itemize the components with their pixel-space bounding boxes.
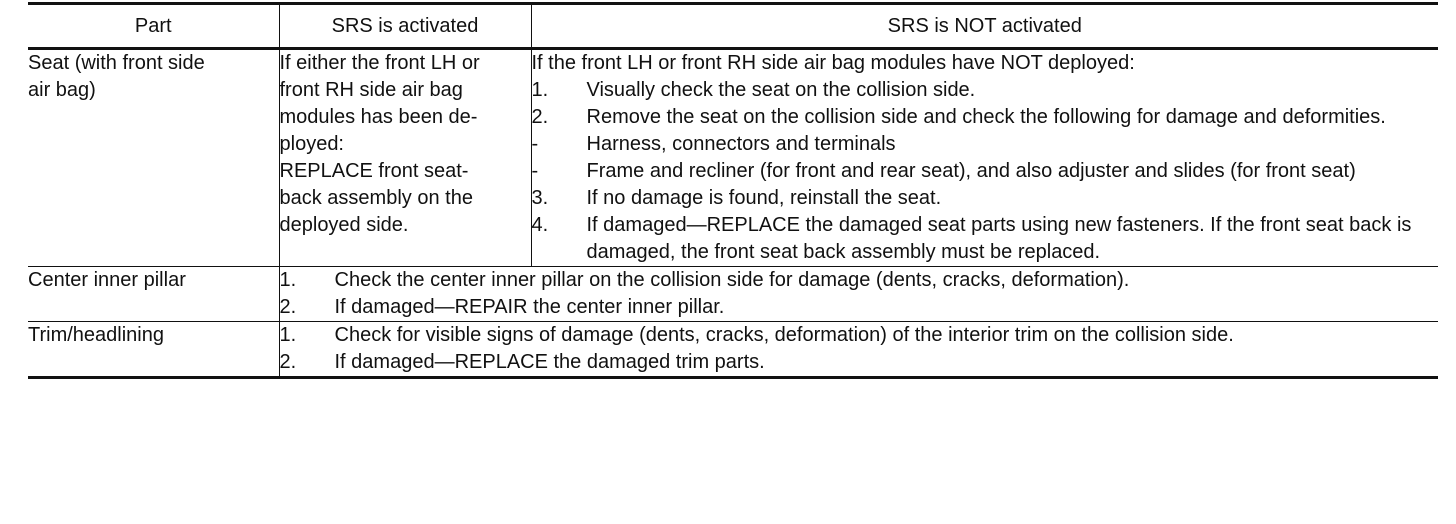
step-text: If damaged—REPAIR the center inner pillar. [334, 296, 725, 318]
step-text: Check the center inner pillar on the collision side for damage (dents, cracks, deformation). [334, 269, 1130, 291]
step-number: 3. [531, 187, 549, 209]
step-number: 2. [279, 296, 297, 318]
part-cell-seat [28, 49, 279, 267]
activated-text-line: front RH side air bag [279, 79, 463, 101]
list-item [532, 104, 1439, 131]
activated-text-line: deployed side. [279, 214, 409, 236]
part-label-line: Seat (with front side [28, 52, 205, 74]
step-number: 1. [279, 269, 297, 291]
list-item [280, 294, 1439, 321]
step-bullet: - [531, 133, 539, 155]
activated-cell-seat [279, 49, 531, 267]
srs-inspection-table [28, 2, 1438, 379]
instructions-cell-pillar [279, 267, 1438, 322]
part-cell-pillar: Center inner pillar [28, 267, 279, 322]
header-srs-not-activated: SRS is NOT activated [531, 4, 1438, 49]
step-number: 2. [279, 351, 297, 373]
list-item [532, 212, 1439, 266]
table-row-seat [28, 49, 1438, 267]
list-item [280, 349, 1439, 376]
part-label-line: air bag) [28, 79, 96, 101]
step-bullet: - [531, 160, 539, 182]
header-srs-activated: SRS is activated [279, 4, 531, 49]
activated-text-line: If either the front LH or [279, 52, 480, 74]
not-activated-cell-seat [531, 49, 1438, 267]
step-number: 2. [531, 106, 549, 128]
header-row [28, 4, 1438, 49]
step-text: Visually check the seat on the collision side. [586, 79, 976, 101]
list-item [280, 267, 1439, 294]
list-item [532, 131, 1439, 158]
step-text: Check for visible signs of damage (dents, cracks, deformation) of the interior trim on the collision side. [334, 324, 1234, 346]
list-item [532, 77, 1439, 104]
table-row-trim-headlining [28, 322, 1438, 378]
step-text: Remove the seat on the collision side and check the following for damage and deformities. [586, 106, 1386, 128]
step-text: Frame and recliner (for front and rear seat), and also adjuster and slides (for front seat) [586, 160, 1356, 182]
step-text: Harness, connectors and terminals [586, 133, 896, 155]
step-text: If damaged—REPLACE the damaged seat parts using new fasteners. If the front seat back is damaged, the front seat back assembly must be replaced. [586, 214, 1412, 263]
table-row-center-inner-pillar [28, 267, 1438, 322]
part-cell-trim: Trim/headlining [28, 322, 279, 378]
activated-text-line: modules has been de- [279, 106, 478, 128]
header-part: Part [28, 4, 279, 49]
step-number: 4. [531, 214, 549, 236]
instructions-cell-trim [279, 322, 1438, 378]
step-text: If damaged—REPLACE the damaged trim parts. [334, 351, 765, 373]
step-number: 1. [531, 79, 549, 101]
list-item [280, 322, 1439, 349]
list-item [532, 158, 1439, 185]
not-activated-intro: If the front LH or front RH side air bag modules have NOT deployed: [531, 52, 1135, 74]
step-text: If no damage is found, reinstall the seat. [586, 187, 942, 209]
list-item [532, 185, 1439, 212]
activated-text-line: REPLACE front seat- [279, 160, 469, 182]
activated-text-line: ployed: [279, 133, 344, 155]
activated-text-line: back assembly on the [279, 187, 473, 209]
step-number: 1. [279, 324, 297, 346]
